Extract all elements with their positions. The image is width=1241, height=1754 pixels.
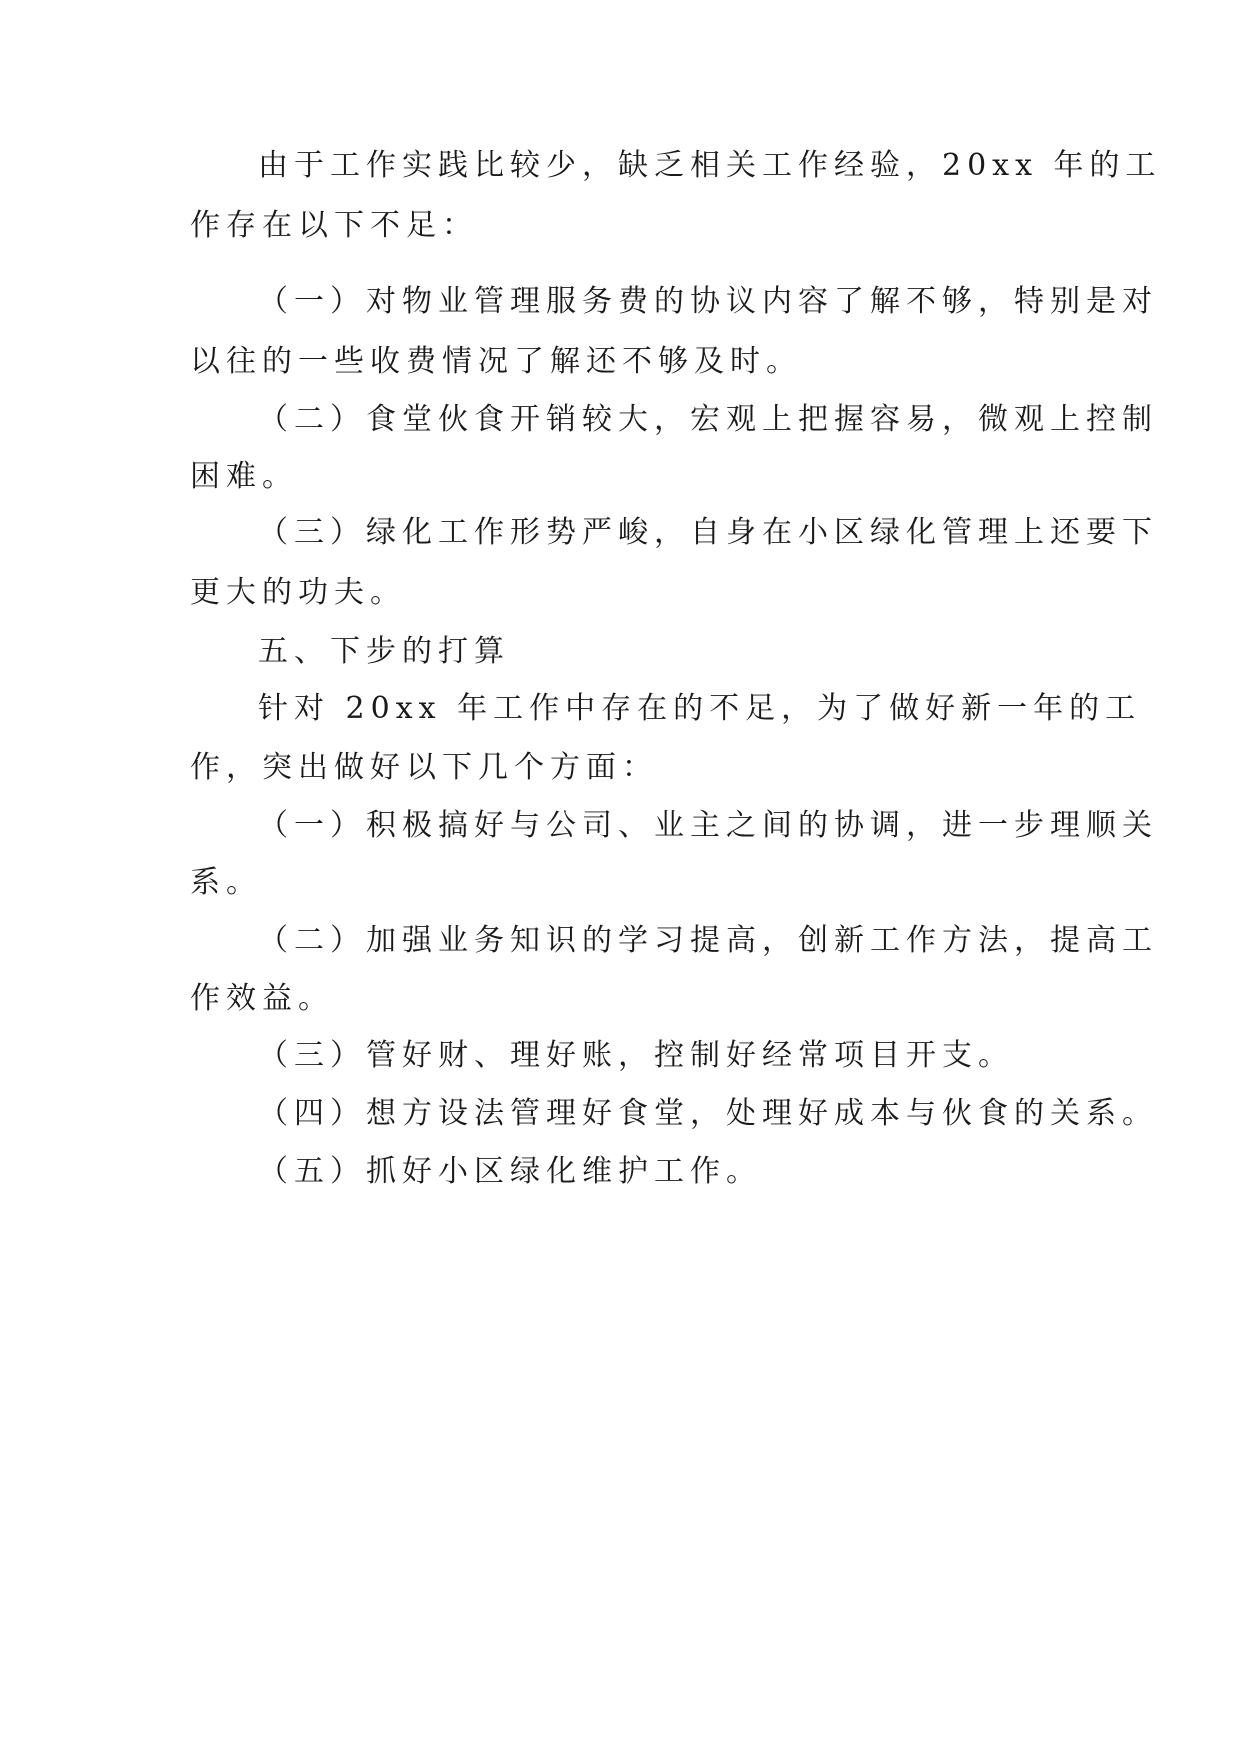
paragraph-line: （三）管好财、理好账，控制好经常项目开支。 <box>258 1038 1014 1073</box>
paragraph-line: 困难。 <box>190 459 298 494</box>
paragraph-line: （二）食堂伙食开销较大，宏观上把握容易，微观上控制 <box>258 402 1158 437</box>
paragraph-line: 以往的一些收费情况了解还不够及时。 <box>190 344 802 379</box>
paragraph-line: （四）想方设法管理好食堂，处理好成本与伙食的关系。 <box>258 1096 1158 1131</box>
paragraph-line: （一）对物业管理服务费的协议内容了解不够，特别是对 <box>258 284 1158 319</box>
paragraph-line: 由于工作实践比较少，缺乏相关工作经验，20xx 年的工 <box>258 148 1162 183</box>
paragraph-line: （三）绿化工作形势严峻，自身在小区绿化管理上还要下 <box>258 515 1158 550</box>
paragraph-line: 作，突出做好以下几个方面： <box>190 750 658 785</box>
paragraph-line: （五）抓好小区绿化维护工作。 <box>258 1154 762 1189</box>
paragraph-line: 针对 20xx 年工作中存在的不足，为了做好新一年的工 <box>258 691 1142 726</box>
paragraph-line: （二）加强业务知识的学习提高，创新工作方法，提高工 <box>258 923 1158 958</box>
paragraph-line: 作存在以下不足： <box>190 208 478 243</box>
paragraph-line: （一）积极搞好与公司、业主之间的协调，进一步理顺关 <box>258 808 1158 843</box>
paragraph-line: 系。 <box>190 865 262 900</box>
paragraph-line: 作效益。 <box>190 981 334 1016</box>
section-heading: 五、下步的打算 <box>258 634 510 669</box>
paragraph-line: 更大的功夫。 <box>190 575 406 610</box>
